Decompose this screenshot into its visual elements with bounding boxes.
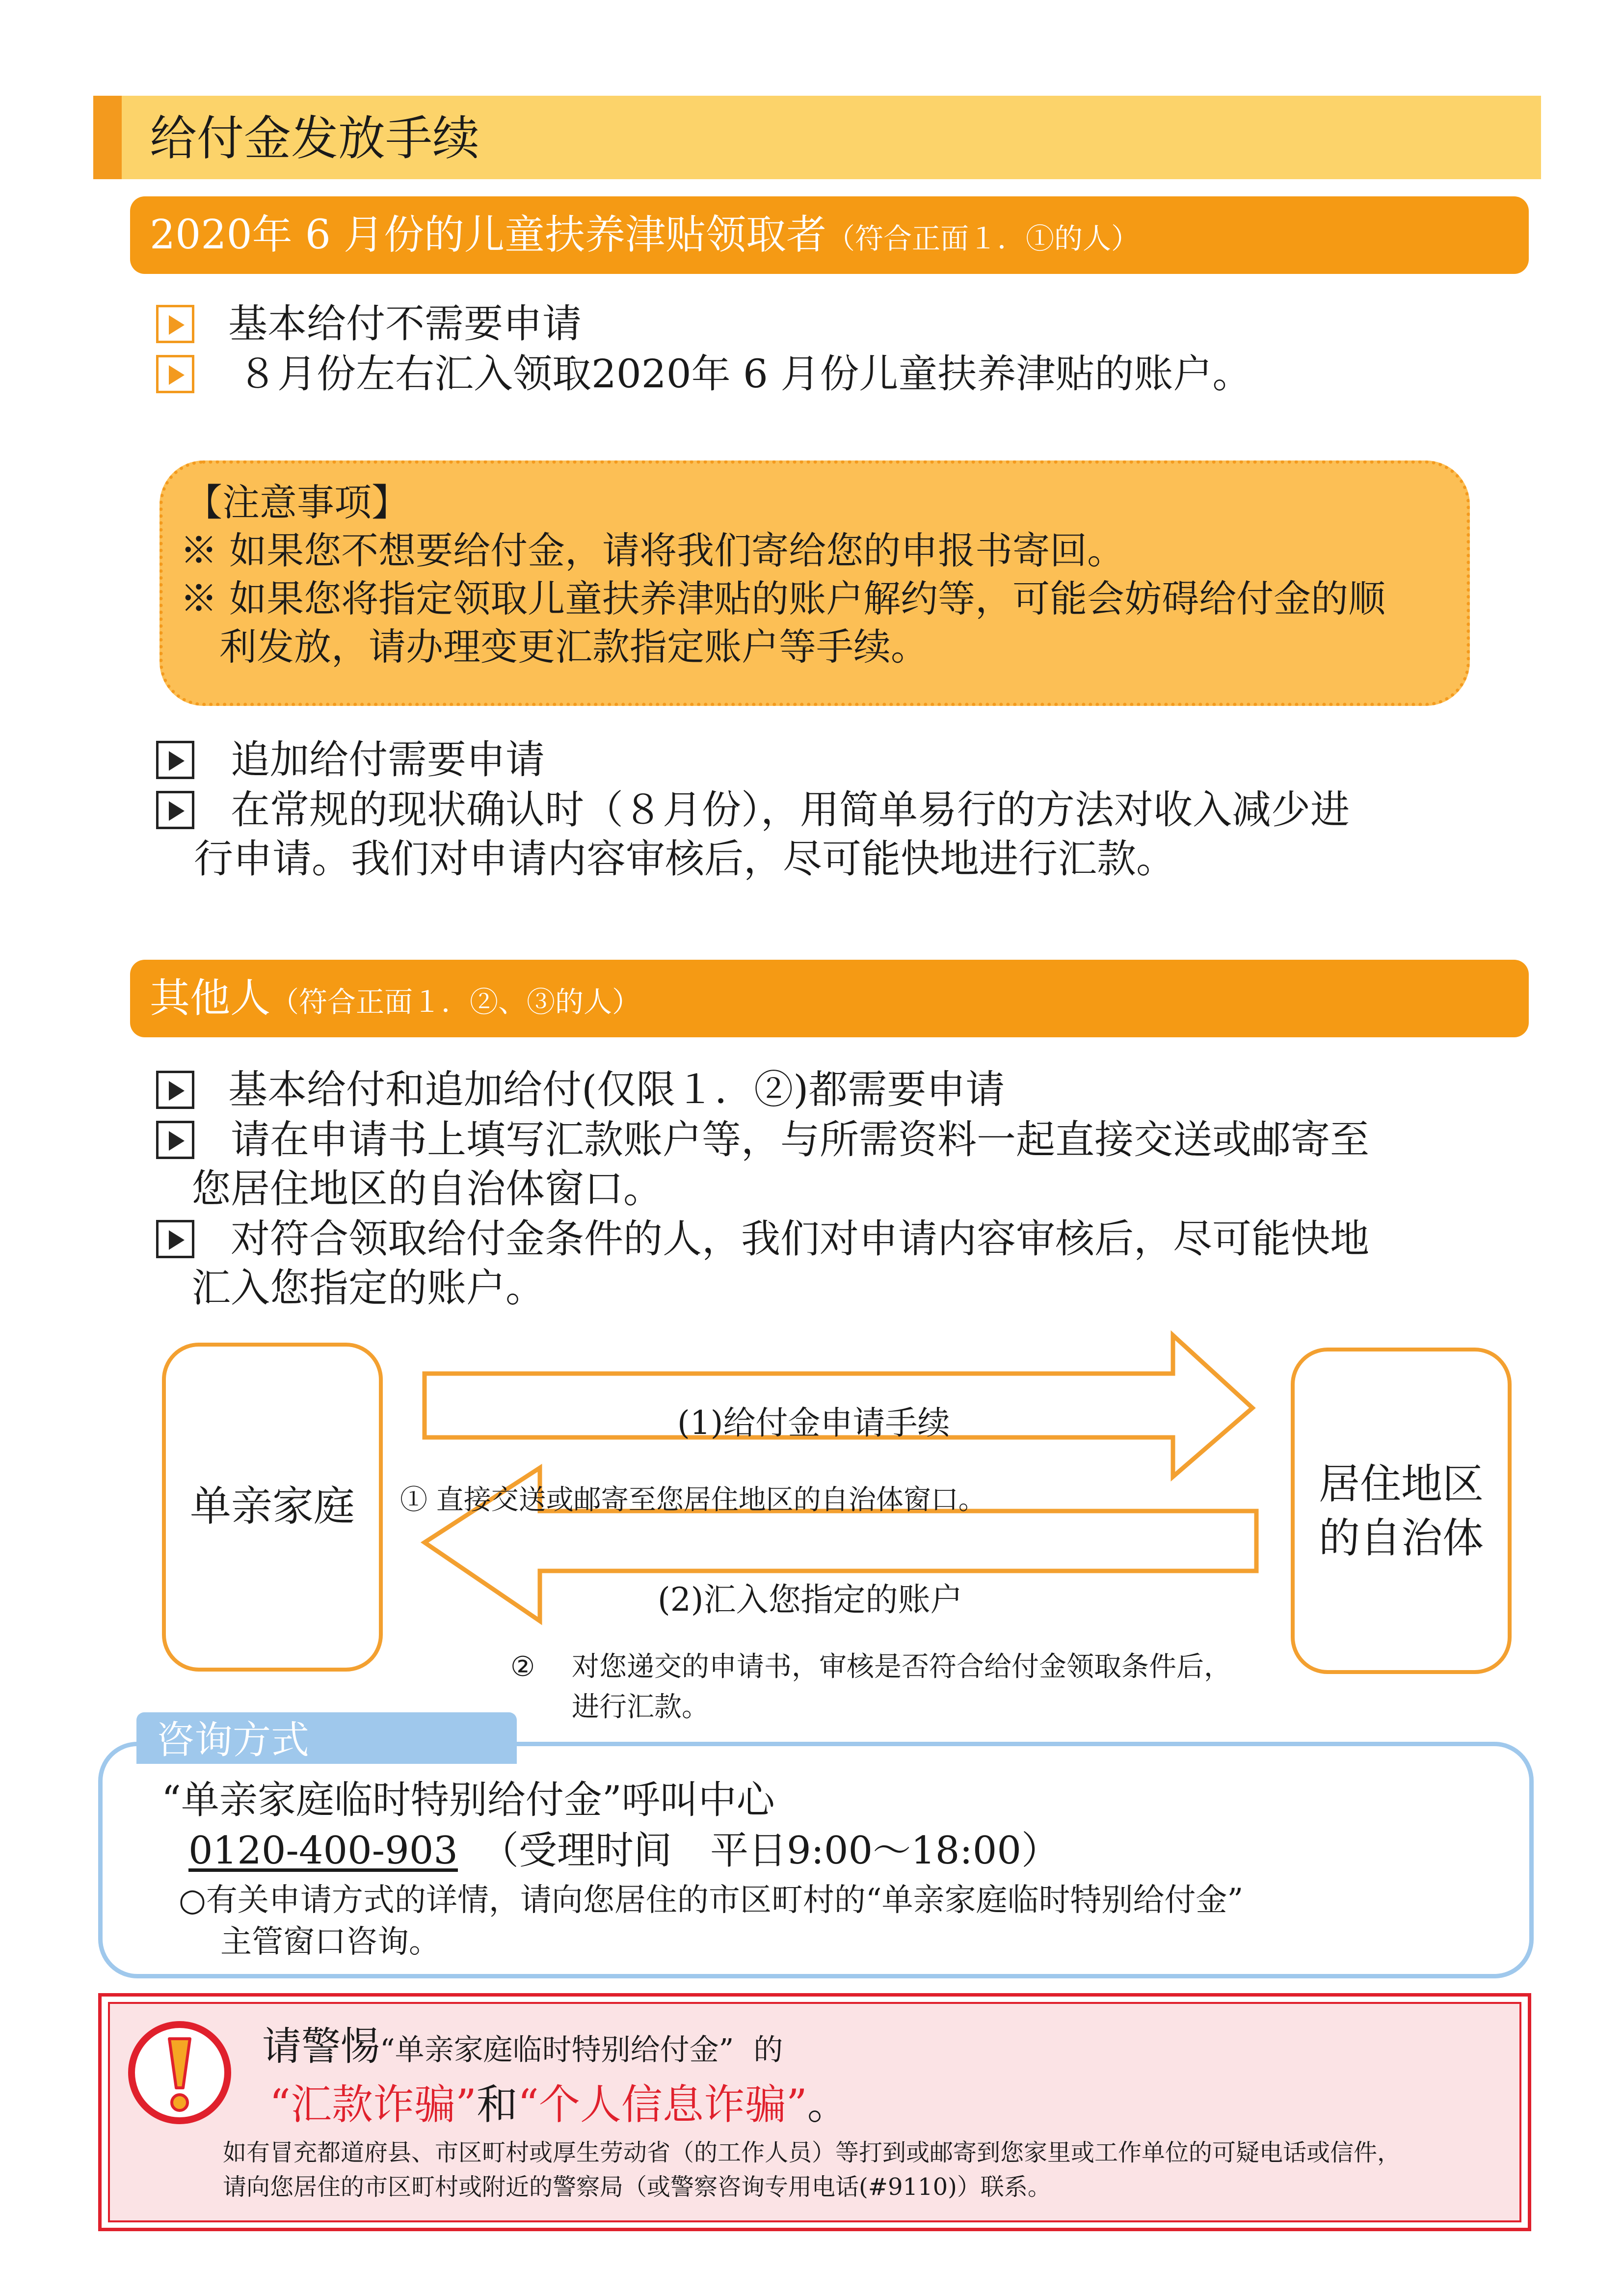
section1-header — [130, 196, 1529, 274]
section2-heading: 其他人 — [150, 975, 271, 1022]
warning-de: 的 — [753, 2033, 783, 2067]
right-node-label-line1: 居住地区 — [1318, 1460, 1484, 1508]
warning-detail: 如有冒充都道府县、市区町村或厚生劳动省（的工作人员）等打到或邮寄到您家里或工作单位的可疑电话或信件， — [223, 2139, 1401, 2166]
notes-item: ※ 如果您不想要给付金，请将我们寄给您的申报书寄回。 — [180, 529, 1125, 572]
bullet-text: 基本给付不需要申请 — [228, 301, 582, 347]
call-center-name: “单亲家庭临时特别给付金”呼叫中心 — [161, 1778, 775, 1822]
play-bullet-icon — [156, 1071, 194, 1109]
play-bullet-icon — [156, 1121, 194, 1159]
exclamation-icon — [127, 2020, 233, 2126]
warning-and: 和 — [476, 2080, 518, 2129]
arrow2-note-line2: 进行汇款。 — [572, 1691, 709, 1723]
section1-heading: 2020年 6 月份的儿童扶养津贴领取者 — [150, 212, 826, 258]
arrow2-note-line1: 对您递交的申请书，审核是否符合给付金领取条件后， — [572, 1651, 1231, 1683]
single-parent-family-node — [162, 1343, 383, 1672]
arrow2-note-number: ② — [510, 1651, 535, 1683]
title-accent — [93, 96, 122, 179]
contact-note-continued: 主管窗口咨询。 — [220, 1924, 440, 1960]
arrow1-note: ① 直接交送或邮寄至您居住地区的自治体窗口。 — [400, 1484, 986, 1516]
warning-headline — [262, 2020, 783, 2077]
bullet-text-continued: 您居住地区的自治体窗口。 — [191, 1166, 663, 1212]
bullet-text: 在常规的现状确认时（８月份），用简单易行的方法对收入减少进 — [231, 787, 1350, 833]
bullet-text-continued: 行申请。我们对申请内容审核后，尽可能快地进行汇款。 — [194, 836, 1175, 882]
play-bullet-icon — [156, 355, 194, 393]
warning-period: 。 — [807, 2080, 849, 2129]
warning-lead: 请警惕 — [262, 2024, 380, 2069]
warning-box — [108, 2002, 1521, 2222]
play-bullet-icon — [156, 305, 194, 343]
arrow2-label: (2)汇入您指定的账户 — [658, 1581, 963, 1619]
contact-note: ○有关申请方式的详情，请向您居住的市区町村的“单亲家庭临时特别给付金” — [179, 1882, 1244, 1918]
warning-subject: “单亲家庭临时特别给付金” — [380, 2033, 734, 2067]
notes-title: 【注意事项】 — [185, 481, 409, 524]
arrow1-label: (1)给付金申请手续 — [677, 1404, 950, 1442]
warning-detail-continued: 请向您居住的市区町村或附近的警察局（或警察咨询专用电话(#9110)）联系。 — [223, 2173, 1051, 2201]
remittance-fraud: “汇款诈骗” — [269, 2080, 477, 2129]
play-bullet-icon — [156, 741, 194, 779]
personal-info-fraud: “个人信息诈骗” — [517, 2080, 807, 2129]
right-node-label-line2: 的自治体 — [1318, 1514, 1484, 1562]
bullet-text: 基本给付和追加给付(仅限１．②)都需要申请 — [228, 1067, 1005, 1112]
notes-box — [160, 460, 1470, 706]
reception-hours: （受理时间 平日9:00～18:00） — [480, 1829, 1060, 1873]
section2-header — [130, 960, 1529, 1037]
section1-heading-note: （符合正面１．①的人） — [826, 222, 1140, 255]
bullet-text-continued: 汇入您指定的账户。 — [191, 1265, 545, 1311]
contact-box — [98, 1742, 1534, 1978]
bullet-text: 追加给付需要申请 — [231, 737, 545, 783]
contact-tab: 咨询方式 — [136, 1712, 517, 1764]
page-title: 给付金发放手续 — [150, 111, 479, 166]
bullet-text: 对符合领取给付金条件的人，我们对申请内容审核后，尽可能快地 — [231, 1216, 1369, 1262]
play-bullet-icon — [156, 791, 194, 829]
section2-heading-note: （符合正面１．②、③的人） — [270, 985, 641, 1019]
warning-fraud-line — [269, 2078, 849, 2132]
notes-item: ※ 如果您将指定领取儿童扶养津贴的账户解约等，可能会妨碍给付金的顺 — [180, 577, 1386, 621]
notes-item-continued: 利发放，请办理变更汇款指定账户等手续。 — [219, 625, 928, 669]
local-government-node — [1291, 1348, 1512, 1674]
bullet-text: ８月份左右汇入领取2020年 6 月份儿童扶养津贴的账户。 — [238, 351, 1252, 397]
play-bullet-icon — [156, 1220, 194, 1258]
left-node-label: 单亲家庭 — [189, 1482, 355, 1530]
phone-number[interactable]: 0120-400-903 — [188, 1829, 458, 1873]
bullet-text: 请在申请书上填写汇款账户等，与所需资料一起直接交送或邮寄至 — [231, 1117, 1369, 1162]
